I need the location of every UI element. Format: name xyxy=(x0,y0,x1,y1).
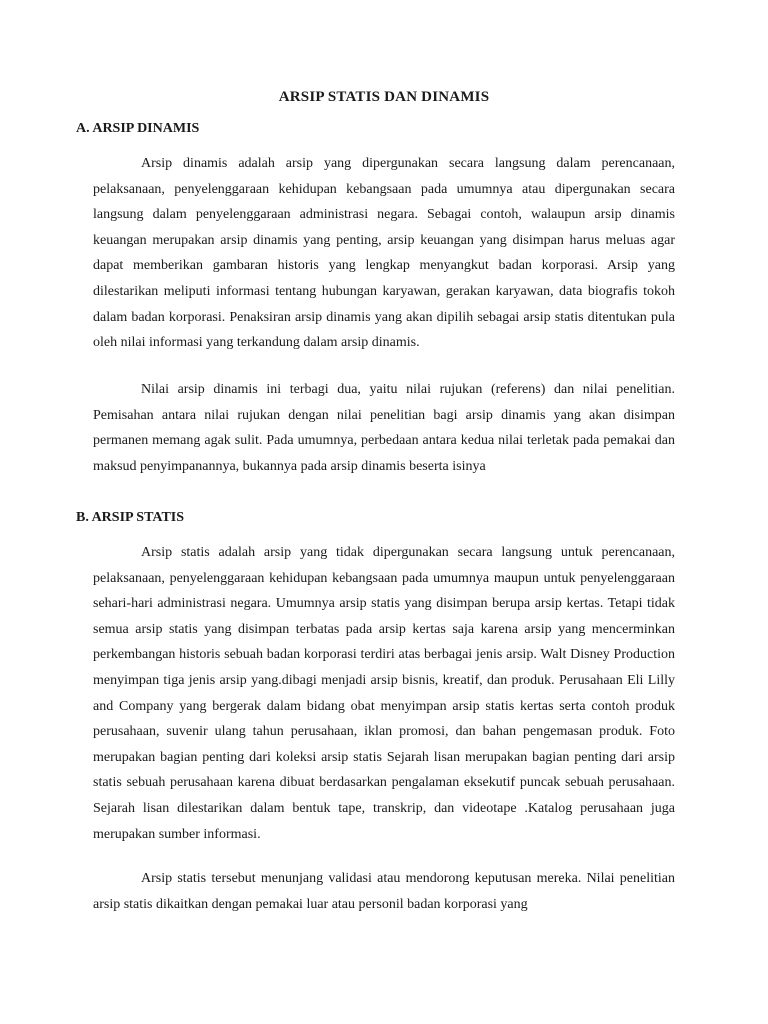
page-title: ARSIP STATIS DAN DINAMIS xyxy=(278,89,490,105)
paragraph-arsip-dinamis-definition: Arsip dinamis adalah arsip yang dipergunakan secara langsung dalam perencanaan, pelaksanaan, penyelenggaraan kehidupan kebangsaan pada umumnya atau dipergunakan secara langsung dalam penyelenggaraan administrasi negara. Sebagai contoh, walaupun arsip dinamis keuangan merupakan arsip dinamis yang penting, arsip keuangan yang disimpan harus meluas agar dapat memberikan gambaran historis yang lengkap menyangkut badan korporasi. Arsip yang dilestarikan meliputi informasi tentang hubungan karyawan, gerakan karyawan, data biografis tokoh dalam badan korporasi. Penaksiran arsip dinamis yang akan dipilih sebagai arsip statis ditentukan pula oleh nilai informasi yang terkandung dalam arsip dinamis. xyxy=(93,156,675,351)
paragraph-arsip-statis-definition: Arsip statis adalah arsip yang tidak dipergunakan secara langsung untuk perencanaan, pelaksanaan, penyelenggaraan kehidupan kebangsaan pada umumnya maupun untuk penyelenggaraan sehari-hari administrasi negara. Umumnya arsip statis yang disimpan berupa arsip kertas. Tetapi tidak semua arsip statis yang disimpan terbatas pada arsip kertas saja karena arsip yang mencerminkan perkembangan historis sebuah badan korporasi terdiri atas berbagai jenis arsip. Walt Disney Production menyimpan tiga jenis arsip yang.dibagi menjadi arsip bisnis, kreatif, dan produk. Perusahaan Eli Lilly and Company yang bergerak dalam bidang obat menyimpan arsip statis kertas serta contoh produk perusahaan, suvenir ulang tahun perusahaan, iklan promosi, dan bahan pengemasan produk. Foto merupakan bagian penting dari koleksi arsip statis Sejarah lisan merupakan bagian penting dari arsip statis sebuah perusahaan karena dibuat berdasarkan pengalaman eksekutif puncak sebuah perusahaan. Sejarah lisan dilestarikan dalam bentuk tape, transkrip, dan videotape .Katalog perusahaan juga merupakan sumber informasi. xyxy=(93,545,675,842)
paragraph-arsip-statis-validation: Arsip statis tersebut menunjang validasi atau mendorong keputusan mereka. Nilai penelitian arsip statis dikaitkan dengan pemakai luar atau personil badan korporasi yang xyxy=(93,871,675,912)
paragraph-arsip-dinamis-values: Nilai arsip dinamis ini terbagi dua, yaitu nilai rujukan (referens) dan nilai penelitian. Pemisahan antara nilai rujukan dengan nilai penelitian bagi arsip dinamis yang akan disimpan permanen memang agak sulit. Pada umumnya, perbedaan antara kedua nilai terletak pada pemakai dan maksud penyimpanannya, bukannya pada arsip dinamis beserta isinya xyxy=(93,382,675,474)
section-heading-arsip-statis: B. ARSIP STATIS xyxy=(76,510,185,525)
section-heading-arsip-dinamis: A. ARSIP DINAMIS xyxy=(76,121,200,136)
